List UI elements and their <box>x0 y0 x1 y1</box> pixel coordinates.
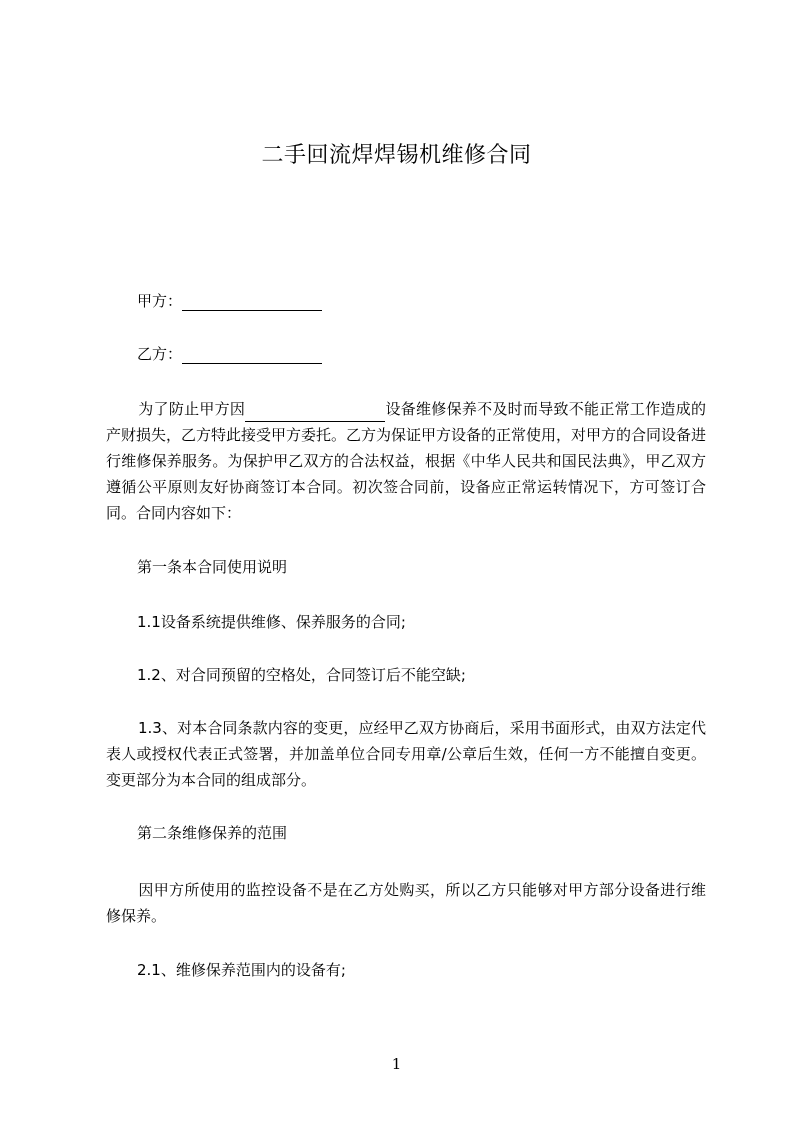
article1-heading: 第一条本合同使用说明 <box>137 558 288 576</box>
equipment-blank <box>245 405 385 422</box>
page-number: 1 <box>391 1055 402 1073</box>
party-a-line <box>137 291 322 311</box>
intro-suffix: 设备维修保养不及时而导致不能正常工作造成的产财损失，乙方特此接受甲方委托。乙方为保证甲方设备的正常使用，对甲方的合同设备进行维修保养服务。为保护甲乙双方的合法权益，根据《中华人民共和国民法典》，甲乙双方遵循公平原则友好协商签订本合同。初次签合同前，设备应正常运转情况下，方可签订合同。合同内容如下： <box>106 400 707 522</box>
clause-1-1: 1.1设备系统提供维修、保养服务的合同; <box>137 613 406 631</box>
clause-1-3-paragraph <box>106 715 706 793</box>
party-a-blank <box>182 294 322 311</box>
party-b-line <box>137 344 322 364</box>
clause-1-3: 1.3、对本合同条款内容的变更，应经甲乙双方协商后，采用书面形式，由双方法定代表人或授权代表正式签署，并加盖单位合同专用章/公章后生效，任何一方不能擅自变更。变更部分为本合同的组成部分。 <box>106 719 706 789</box>
article2-heading: 第二条维修保养的范围 <box>137 824 288 842</box>
party-b-blank <box>182 347 322 364</box>
document-title: 二手回流焊焊锡机维修合同 <box>261 143 532 168</box>
intro-prefix: 为了防止甲方因 <box>138 400 246 418</box>
clause-2-1: 2.1、维修保养范围内的设备有; <box>137 961 346 979</box>
clause-1-2: 1.2、对合同预留的空格处，合同签订后不能空缺; <box>137 666 466 684</box>
party-a-label: 甲方： <box>137 292 183 310</box>
article2-body: 因甲方所使用的监控设备不是在乙方处购买，所以乙方只能够对甲方部分设备进行维修保养。 <box>106 881 706 925</box>
party-b-label: 乙方： <box>137 345 183 363</box>
article2-paragraph <box>106 877 706 929</box>
intro-paragraph <box>106 396 706 526</box>
